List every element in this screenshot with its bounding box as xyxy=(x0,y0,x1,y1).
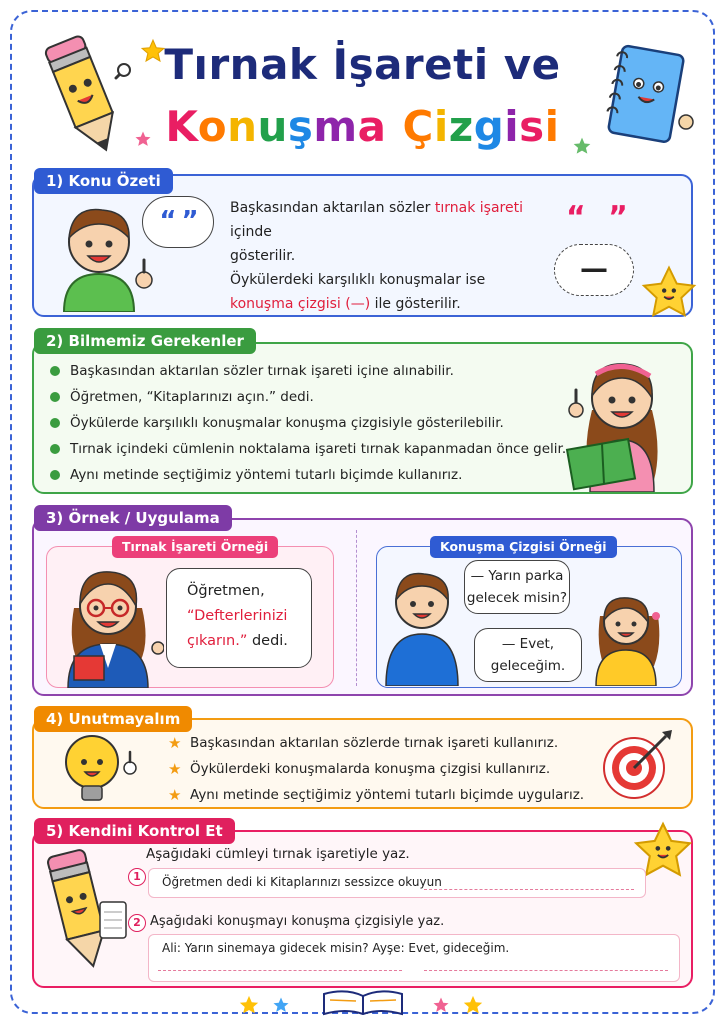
answer-line-2b[interactable] xyxy=(424,970,668,971)
title-word: Konuşma xyxy=(165,102,387,151)
check-tag: 5) Kendini Kontrol Et xyxy=(34,818,235,844)
list-item: ★ Öykülerdeki konuşmalarda konuşma çizgisi kullanırız. xyxy=(168,756,584,782)
lightbulb-mascot-icon xyxy=(58,732,142,808)
example-tag: 3) Örnek / Uygulama xyxy=(34,505,232,531)
list-item: Tırnak içindeki cümlenin noktalama işareti tırnak kapanmadan önce gelir. xyxy=(48,436,566,462)
page-title-line1: Tırnak İşareti ve xyxy=(164,40,561,89)
know-list xyxy=(48,358,566,488)
remember-list xyxy=(168,730,584,808)
summary-text: Başkasından aktarılan sözler tırnak işareti içinde gösterilir. Öykülerdeki karşılıklı konuşmalar ise konuşma çizgisi (—) ile gösterilir. xyxy=(230,200,523,312)
know-tag: 2) Bilmemiz Gerekenler xyxy=(34,328,256,354)
title-word: Çizgisi xyxy=(402,102,560,151)
divider xyxy=(356,530,357,686)
page-title-line2 xyxy=(0,102,725,151)
target-icon xyxy=(598,726,674,802)
teacher-icon xyxy=(54,552,164,688)
question-2-text: Ali: Yarın sinemaya gidecek misin? Ayşe: Evet, gideceğim. xyxy=(162,941,510,955)
question-number: 1 xyxy=(128,868,146,886)
check-instruction-2: Aşağıdaki konuşmayı konuşma çizgisiyle yaz. xyxy=(150,914,445,929)
open-book-icon xyxy=(318,988,408,1016)
quote-example-bubble: Öğretmen, “Defterlerinizi çıkarın.” dedi. xyxy=(166,568,312,668)
girl-reading-icon xyxy=(562,340,680,492)
dash-example-tag: Konuşma Çizgisi Örneği xyxy=(430,536,617,558)
star-icon xyxy=(272,996,290,1014)
question-number: 2 xyxy=(128,914,146,932)
dash-bubble-top: — Yarın parka gelecek misin? xyxy=(464,560,570,614)
pencil-writing-icon xyxy=(38,844,130,974)
star-icon xyxy=(238,994,260,1016)
question-1-text: Öğretmen dedi ki Kitaplarınızı sessizce okuyun xyxy=(162,875,442,889)
dash-bubble-bottom: — Evet, geleceğim. xyxy=(474,628,582,682)
remember-tag: 4) Unutmayalım xyxy=(34,706,192,732)
list-item: ★ Aynı metinde seçtiğimiz yöntemi tutarlı biçimde uygularız. xyxy=(168,782,584,808)
list-item: Öykülerde karşılıklı konuşmalar konuşma çizgisiyle gösterilebilir. xyxy=(48,410,566,436)
list-item: ★ Başkasından aktarılan sözlerde tırnak işareti kullanırız. xyxy=(168,730,584,756)
smiling-star-icon xyxy=(640,264,698,322)
list-item: Öğretmen, “Kitaplarınızı açın.” dedi. xyxy=(48,384,566,410)
check-instruction-1: Aşağıdaki cümleyi tırnak işaretiyle yaz. xyxy=(146,846,410,862)
quote-example-tag: Tırnak İşareti Örneği xyxy=(112,536,278,558)
summary-tag: 1) Konu Özeti xyxy=(34,168,173,194)
star-icon xyxy=(462,994,484,1016)
quote-bubble: “ ” xyxy=(142,196,214,248)
boy-speaking-icon xyxy=(44,194,154,312)
answer-line-2a[interactable] xyxy=(158,970,402,971)
boy-icon xyxy=(382,558,464,686)
quote-marks-symbol: “ ” xyxy=(566,200,634,235)
star-icon xyxy=(432,996,450,1014)
list-item: Aynı metinde seçtiğimiz yöntemi tutarlı biçimde kullanırız. xyxy=(48,462,566,488)
list-item: Başkasından aktarılan sözler tırnak işareti içine alınabilir. xyxy=(48,358,566,384)
girl-icon xyxy=(586,586,672,686)
answer-line-1[interactable] xyxy=(424,889,634,890)
dash-symbol-bubble: — xyxy=(554,244,634,296)
